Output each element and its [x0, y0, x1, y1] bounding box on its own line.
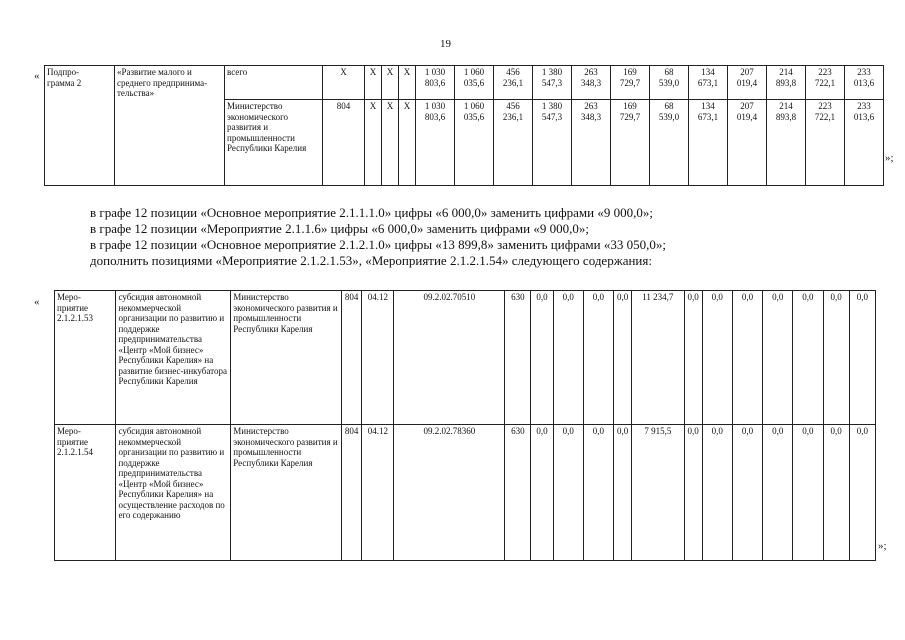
csr-cell: 09.2.02.70510	[394, 291, 505, 425]
close-quote-2: »;	[878, 540, 887, 552]
value-cell: 456 236,1	[494, 66, 533, 100]
csr-cell: X	[382, 100, 399, 186]
rzpr-cell: X	[365, 100, 382, 186]
row-label: Министерство экономического развития и промышленности Республики Карелия	[225, 100, 323, 186]
amendment-text	[90, 205, 880, 269]
subprogram-table	[44, 65, 884, 186]
value-cell: 207 019,4	[728, 66, 767, 100]
grbs-cell: 804	[342, 291, 362, 425]
value-cell: 134 673,1	[689, 66, 728, 100]
amendment-line-3: в графе 12 позиции «Основное мероприятие 2.1.2.1.0» цифры «13 899,8» заменить цифрами «33 050,0»;	[90, 237, 666, 252]
value-cell: 0,0	[531, 425, 553, 561]
value-cell: 1 030 803,6	[416, 66, 455, 100]
value-cell: 0,0	[583, 425, 613, 561]
value-cell: 7 915,5	[632, 425, 684, 561]
value-cell: 223 722,1	[806, 100, 845, 186]
table-row	[45, 66, 884, 100]
value-cell: 11 234,7	[632, 291, 684, 425]
measures-table-body	[55, 291, 876, 561]
amendment-line-2: в графе 12 позиции «Мероприятие 2.1.1.6» цифры «6 000,0» заменить цифрами «9 000,0»;	[90, 221, 589, 236]
value-cell: 68 539,0	[650, 100, 689, 186]
value-cell: 0,0	[614, 291, 632, 425]
value-cell: 0,0	[684, 291, 702, 425]
value-cell: 1 060 035,6	[455, 100, 494, 186]
vr-cell: X	[399, 66, 416, 100]
value-cell: 1 030 803,6	[416, 100, 455, 186]
value-cell: 0,0	[849, 291, 875, 425]
csr-cell: X	[382, 66, 399, 100]
open-quote-2: «	[34, 296, 40, 308]
value-cell: 0,0	[702, 425, 732, 561]
value-cell: 207 019,4	[728, 100, 767, 186]
grbs-cell: 804	[342, 425, 362, 561]
value-cell: 0,0	[849, 425, 875, 561]
value-cell: 0,0	[732, 425, 762, 561]
value-cell: 233 013,6	[845, 66, 884, 100]
value-cell: 1 380 547,3	[533, 100, 572, 186]
value-cell: 0,0	[823, 425, 849, 561]
open-quote-1: «	[34, 70, 40, 82]
subprogram-title: «Развитие малого и среднего предпринима- тельства»	[115, 66, 225, 186]
value-cell: 169 729,7	[611, 66, 650, 100]
vr-cell: 630	[505, 291, 531, 425]
csr-cell: 09.2.02.78360	[394, 425, 505, 561]
subprogram-table-body	[45, 66, 884, 186]
value-cell: 1 380 547,3	[533, 66, 572, 100]
rzpr-cell: 04.12	[362, 291, 394, 425]
value-cell: 0,0	[531, 291, 553, 425]
value-cell: 1 060 035,6	[455, 66, 494, 100]
amendment-line-4: дополнить позициями «Мероприятие 2.1.2.1.53», «Мероприятие 2.1.2.1.54» следующего содержания:	[90, 253, 652, 268]
value-cell: 0,0	[684, 425, 702, 561]
value-cell: 134 673,1	[689, 100, 728, 186]
value-cell: 0,0	[763, 425, 793, 561]
value-cell: 0,0	[732, 291, 762, 425]
value-cell: 263 348,3	[572, 66, 611, 100]
measure-executor: Министерство экономического развития и промышленности Республики Карелия	[231, 291, 342, 425]
measure-executor: Министерство экономического развития и промышленности Республики Карелия	[231, 425, 342, 561]
vr-cell: 630	[505, 425, 531, 561]
value-cell: 0,0	[793, 425, 823, 561]
measure-description: субсидия автономной некоммерческой организации по развитию и поддержке предпринимательства «Центр «Мой бизнес» Республики Карелия» на развитие бизнес-инкубатора Республики Карелия	[116, 291, 231, 425]
measures-table	[54, 290, 876, 561]
value-cell: 0,0	[553, 425, 583, 561]
value-cell: 0,0	[823, 291, 849, 425]
table-row	[55, 291, 876, 425]
vr-cell: X	[399, 100, 416, 186]
rzpr-cell: 04.12	[362, 425, 394, 561]
value-cell: 68 539,0	[650, 66, 689, 100]
value-cell: 0,0	[614, 425, 632, 561]
measure-description: субсидия автономной некоммерческой организации по развитию и поддержке предпринимательства «Центр «Мой бизнес» Республики Карелия» на осуществление расходов по его содержанию	[116, 425, 231, 561]
row-label: всего	[225, 66, 323, 100]
grbs-cell: X	[323, 66, 365, 100]
measure-name: Меро- приятие 2.1.2.1.53	[55, 291, 116, 425]
subprogram-label: Подпро- грамма 2	[45, 66, 115, 186]
value-cell: 0,0	[793, 291, 823, 425]
value-cell: 0,0	[583, 291, 613, 425]
close-quote-1: »;	[885, 152, 894, 164]
value-cell: 0,0	[702, 291, 732, 425]
value-cell: 0,0	[553, 291, 583, 425]
value-cell: 233 013,6	[845, 100, 884, 186]
page-number: 19	[440, 38, 451, 50]
grbs-cell: 804	[323, 100, 365, 186]
amendment-line-1: в графе 12 позиции «Основное мероприятие 2.1.1.1.0» цифры «6 000,0» заменить цифрами «9 000,0»;	[90, 205, 653, 220]
value-cell: 223 722,1	[806, 66, 845, 100]
value-cell: 263 348,3	[572, 100, 611, 186]
table-row	[55, 425, 876, 561]
value-cell: 214 893,8	[767, 100, 806, 186]
value-cell: 169 729,7	[611, 100, 650, 186]
rzpr-cell: X	[365, 66, 382, 100]
value-cell: 456 236,1	[494, 100, 533, 186]
value-cell: 0,0	[763, 291, 793, 425]
measure-name: Меро- приятие 2.1.2.1.54	[55, 425, 116, 561]
value-cell: 214 893,8	[767, 66, 806, 100]
